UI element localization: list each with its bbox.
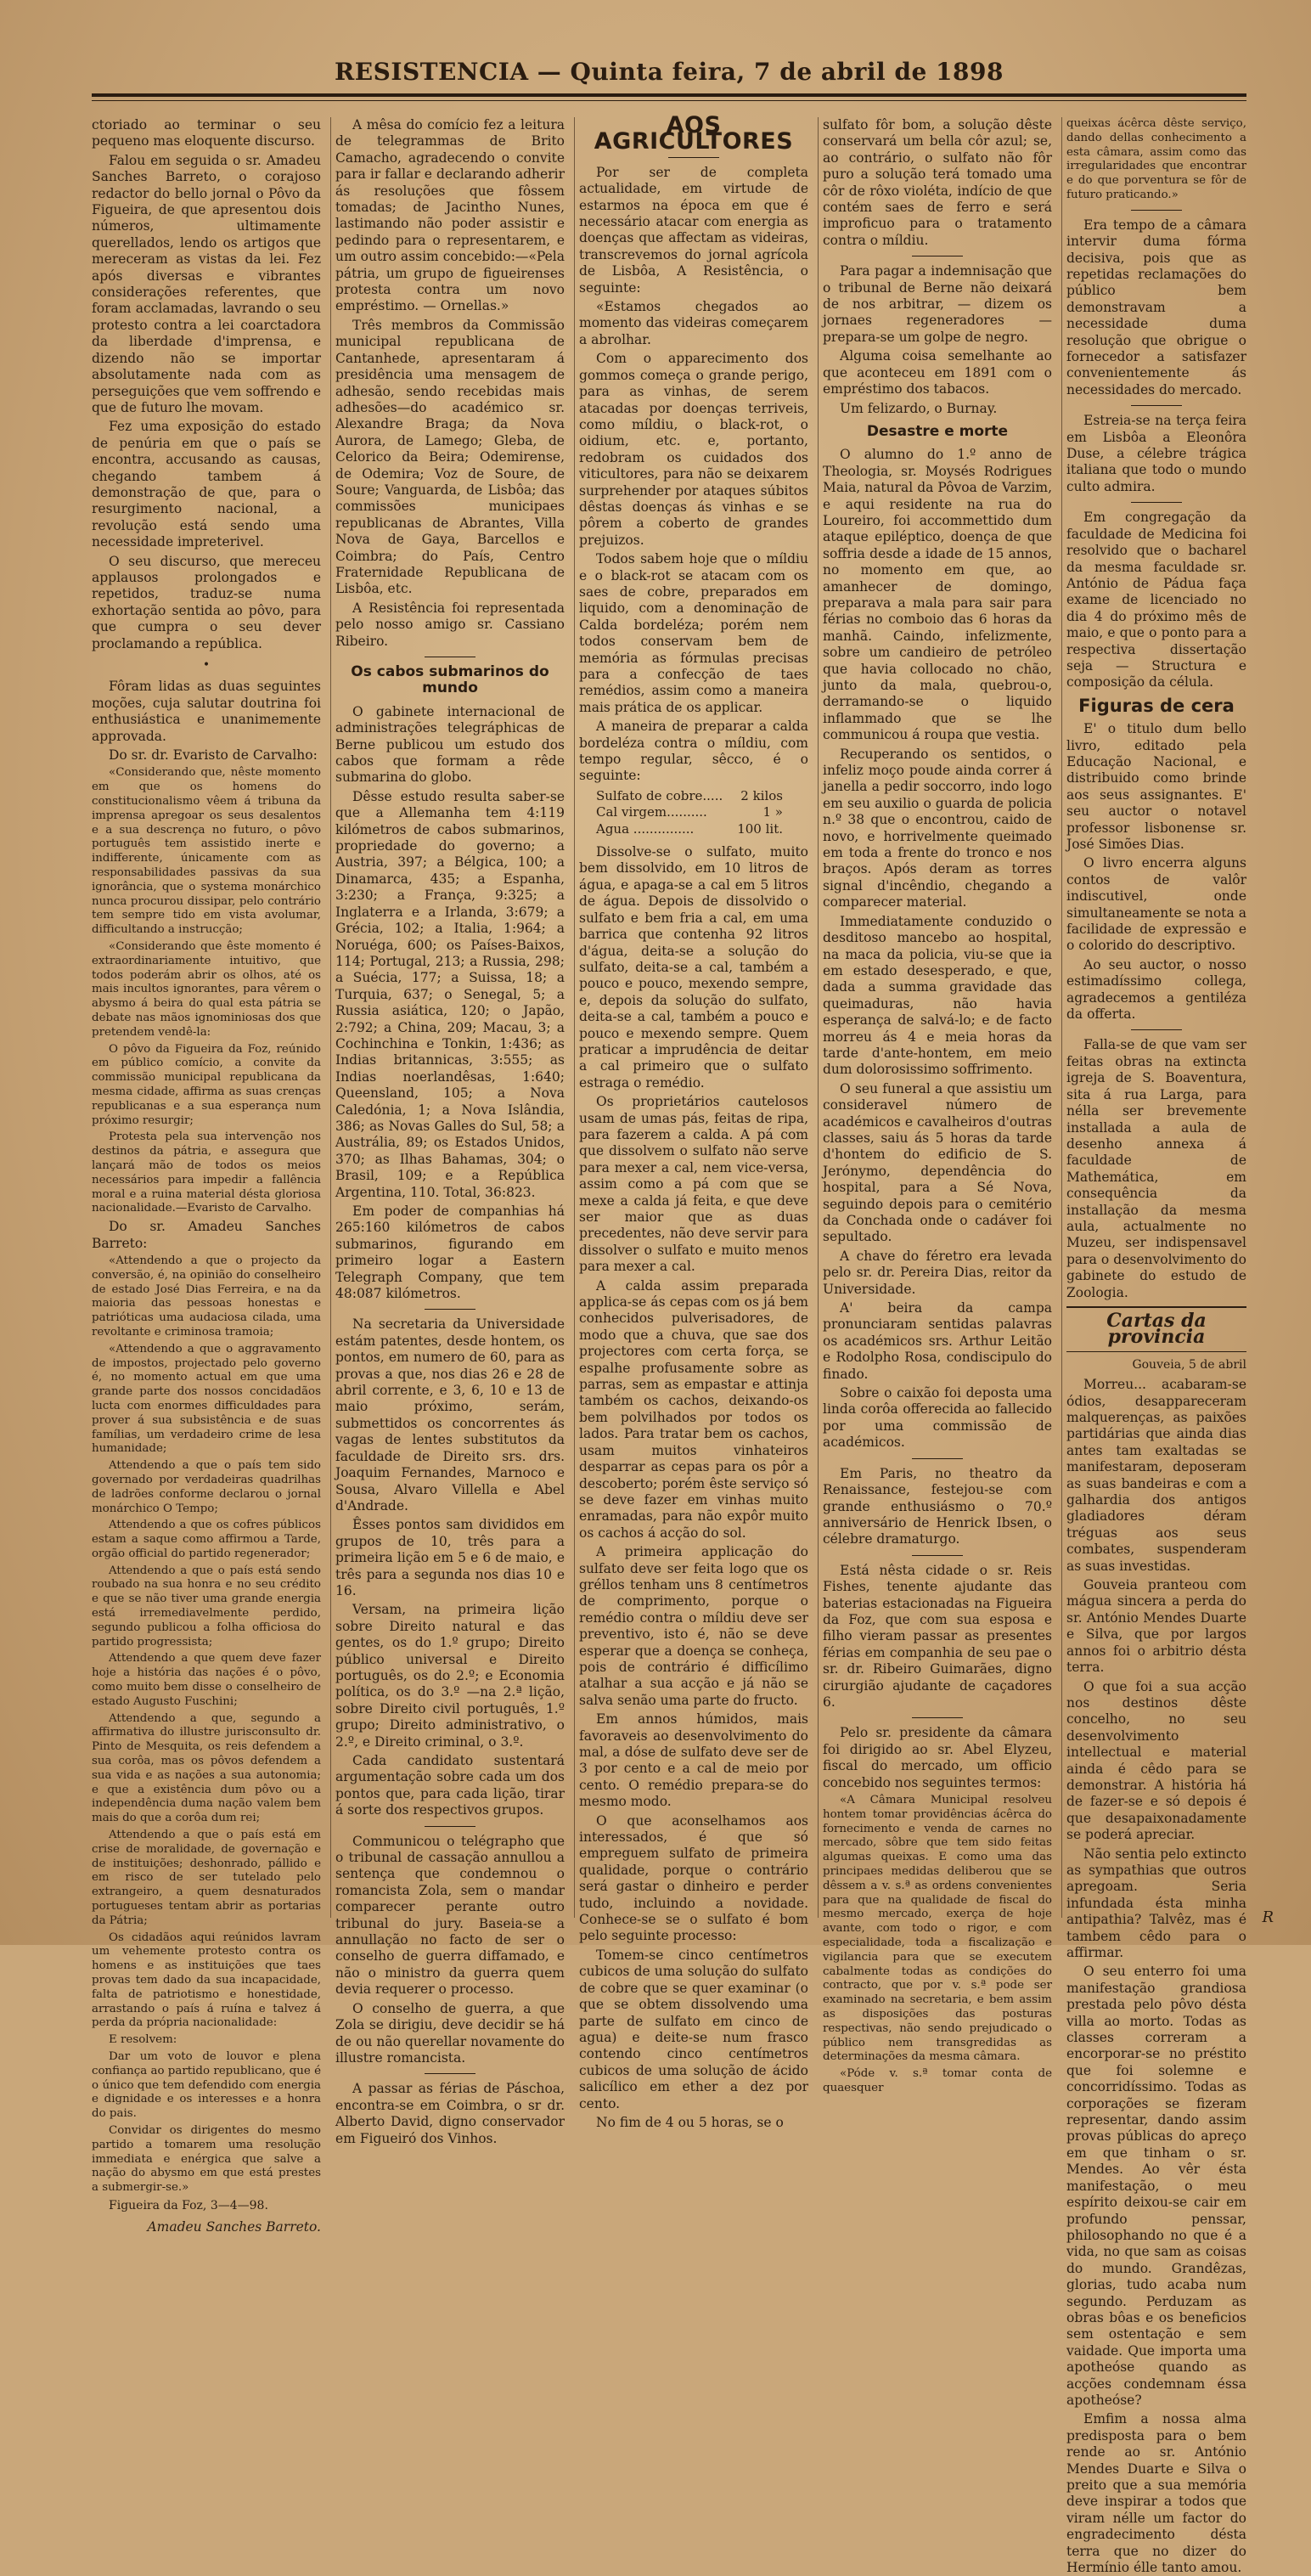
paragraph: sulfato fôr bom, a solução dêste conservará um bella côr azul; se, ao contrário, o sulfato não fôr puro a solução terá tomado uma côr de rôxo violéta, indício de que contém saes de ferro e será improficuo para o tratamento contra o míldiu. xyxy=(823,117,1052,248)
paragraph: Em Paris, no theatro da Renaissance, festejou-se com grande enthusiásmo o 70.º anniversário de Henrick Ibsen, o célebre dramaturgo. xyxy=(823,1465,1052,1547)
paragraph: O seu funeral a que assistiu um consideravel número de académicos e cavalheiros d'outras classes, saiu ás 5 horas da tarde d'hontem do edificio de S. Jerónymo, dependência do hospital, para a Sé Nova, seguindo depois para o cemitério da Conchada onde o cadáver foi sepultado. xyxy=(823,1080,1052,1245)
paragraph: A mêsa do comício fez a leitura de telegrammas de Brito Camacho, agradecendo o convite para ir fallar e declarando adherir ás resoluções que fôssem tomadas; de Jacintho Nunes, lastimando não poder assistir e pedindo para o representarem, e um outro assim concebido:—«Pela pátria, um grupo de figueirenses protesta contra um novo empréstimo. — Ornellas.» xyxy=(335,117,565,314)
section-heading-agricultores: AOS AGRICULTORES xyxy=(594,112,794,155)
paragraph: O gabinete internacional de administrações telegráphicas de Berne publicou um estudo dos cabos que formam a rêde submarina do globo. xyxy=(335,703,565,786)
paragraph: Ao seu auctor, o nosso estimadíssimo collega, agradecemos a gentiléza da offerta. xyxy=(1066,956,1246,1023)
recipe-quantity: 1 » xyxy=(762,804,783,820)
section-heading-cabos: Os cabos submarinos do mundo xyxy=(351,663,549,697)
motion-text: Attendendo a que os cofres públicos estam a saque como affirmou a Tarde, orgão official do partido regenerador; xyxy=(92,1519,321,1560)
separator-line xyxy=(668,157,719,158)
paragraph: Para pagar a indemnisação que o tribunal de Berne não deixará de nos arbitrar, — dizem os jornaes regeneradores — prepara-se um golpe de negro. xyxy=(823,263,1052,345)
paragraph: O que foi a sua acção nos destinos dêste concelho, no seu desenvolvimento intellectual e material ainda é cêdo para se demonstrar. A história há de fazer-se e só depois é que desapaixonadamente se poderá apreciar. xyxy=(1066,1678,1246,1843)
column-divider xyxy=(330,117,331,1918)
paragraph: Era tempo de a câmara intervir duma fórma decisiva, pois que as repetidas reclamações do público bem demonstravam a necessidade duma resolução que obrigue o fornecedor a satisfazer convenientemente ás necessidades do mercado. xyxy=(1066,217,1246,397)
column-4 xyxy=(823,117,1052,2094)
recipe-ingredient: Sulfato de cobre..... xyxy=(596,787,723,803)
paragraph: O alumno do 1.º anno de Theologia, sr. Moysés Rodrigues Maia, natural da Pôvoa de Varzim, e aqui residente na rua do Loureiro, foi accommettido dum ataque epiléptico, doença de que soffria desde a idade de 15 annos, no momento em que, ao amanhecer de domingo, preparava a mala para sair para férias no comboio das 6 horas da manhã. Caindo, infelizmente, sobre um candieiro de petróleo que havia collocado no chão, junto da mala, quebrou-o, derramando-se o liquido inflammado que se lhe communicou á roupa que vestia. xyxy=(823,447,1052,743)
paragraph: Tomem-se cinco centímetros cubicos de uma solução do sulfato de cobre que se quer examinar (o que se obtem dissolvendo uma parte de sulfato em cinco de agua) e deite-se num frasco contendo cinco centímetros cubicos de uma solução de ácido salicílico em ether a dez por cento. xyxy=(579,1947,808,2111)
recipe-row xyxy=(596,821,808,837)
column-divider xyxy=(1061,117,1062,1918)
paragraph: Não sentia pelo extincto as sympathias que outros apregoam. Seria infundada ésta minha antipathia? Talvêz, mas é tambem cêdo para o affirmar. xyxy=(1066,1846,1246,1960)
paragraph: Do sr. Amadeu Sanches Barreto: xyxy=(92,1219,321,1251)
dateline: Gouveia, 5 de abril xyxy=(1132,1357,1246,1372)
recipe-ingredient: Cal virgem.......... xyxy=(596,804,707,820)
paragraph: Está nêsta cidade o sr. Reis Fishes, tenente ajudante das baterias estacionadas na Figueira da Foz, que com sua esposa e filho vieram passar as presentes férias em companhia de seu pae o sr. dr. Ribeiro Guimarães, digno cirurgião ajudante de caçadores 6. xyxy=(823,1562,1052,1710)
column-2 xyxy=(335,117,565,2146)
recipe-row xyxy=(596,788,808,804)
paragraph: Estreia-se na terça feira em Lisbôa a Eleonôra Duse, a célebre trágica italiana que todo o mundo culto admira. xyxy=(1066,413,1246,494)
paragraph: No fim de 4 ou 5 horas, se o xyxy=(596,2114,784,2130)
separator-line xyxy=(1131,210,1182,211)
paragraph: Em annos húmidos, mais favoraveis ao desenvolvimento do mal, a dóse de sulfato deve ser de 3 por cento e a cal de meio por cento. O remédio prepara-se do mesmo modo. xyxy=(579,1711,808,1810)
page-title: RESISTENCIA — Quinta feira, 7 de abril de 1898 xyxy=(335,58,1004,86)
paragraph: Morreu... acabaram-se ódios, desappareceram malquerenças, as paixões partidárias que ainda dias antes tam exaltadas se manifestaram, deposeram as suas bandeiras e com a galhardia dos antigos gladiadores déram tréguas aos seus combates, suspenderam as suas investidas. xyxy=(1066,1377,1246,1574)
motion-text: Os cidadãos aqui reúnidos lavram um vehemente protesto contra os homens e as instituições que taes provas tem dado da sua incapacidade, falta de patriotismo e honestidade, arrastando o país á ruína e talvez á perda da própria nacionalidade: xyxy=(92,1931,321,2030)
paragraph: A calda assim preparada applica-se ás cepas com os já bem conhecidos pulverisadores, de modo que a chuva, que sae dos projectores com certa força, se espalhe profusamente sobre as parras, sem as empastar e attinja também os cachos, deixando-os bem polvilhados por todos os lados. Para tratar bem os cachos, usam muitos vinhateiros desparrar as cepas para os pôr a descoberto; porém êste serviço só se deve fazer em vinhas muito enramadas, para não expôr muito os cachos á acção do sol. xyxy=(579,1277,808,1541)
header-rule-thin xyxy=(92,100,1246,101)
paragraph: Sobre o caixão foi deposta uma linda corôa offerecida ao fallecido por uma commissão de académicos. xyxy=(823,1385,1052,1451)
paragraph: A maneira de preparar a calda bordeléza contra o míldiu, com tempo regular, sêcco, é o seguinte: xyxy=(579,719,808,784)
paragraph: O livro encerra alguns contos de valôr indiscutivel, onde simultaneamente se nota a facilidade de expressão e o colorido do descriptivo. xyxy=(1066,855,1246,954)
column-3 xyxy=(579,112,808,2130)
paragraph: A' beira da campa pronunciaram sentidas palavras os académicos srs. Arthur Leitão e Rodolpho Rosa, condiscipulo do finado. xyxy=(823,1300,1052,1382)
paragraph: Um felizardo, o Burnay. xyxy=(840,400,998,416)
separator-ornament: • xyxy=(202,658,211,672)
paragraph: A primeira applicação do sulfato deve ser feita logo que os gréllos tenham uns 8 centímetros de comprimento, porque o remédio contra o míldiu deve ser preventivo, isto é, não se deve esperar que a doença se conheça, pois de contrário é difficílimo atalhar a sua acção e já não se salva senão uma parte do fructo. xyxy=(579,1544,808,1708)
paragraph: Êsses pontos sam divididos em grupos de 10, três para a primeira lição em 5 e 6 de maio, e três para a segunda nos dias 10 e 16. xyxy=(335,1517,565,1598)
motion-text: «Attendendo a que o projecto da conversão, é, na opinião do conselheiro de estado José Dias Ferreira, e na da maioria das pessoas honestas e patrióticas uma audaciosa cilada, uma revoltante e criminosa tramoia; xyxy=(92,1254,321,1339)
paragraph: Em congregação da faculdade de Medicina foi resolvido que o bacharel da mesma faculdade sr. António de Pádua faça exame de licenciado no dia 4 do próximo mês de maio, e que o ponto para a respectiva dissertação seja — Structura e composição da célula. xyxy=(1066,510,1246,691)
paragraph: Por ser de completa actualidade, em virtude de estarmos na época em que é necessário atacar com energia as doenças que affectam as videiras, transcrevemos do jornal agrícola de Lisbôa, A Resistência, o seguinte: xyxy=(579,164,808,296)
separator-line xyxy=(912,1458,963,1459)
separator-line xyxy=(1131,405,1182,406)
paragraph: Dissolve-se o sulfato, muito bem dissolvido, em 10 litros de água, e apaga-se a cal em 5 litros de água. Depois de dissolvido o sulfato e bem fria a cal, em uma barrica que contenha 92 litros d'água, deita-se a solução do sulfato, deita-se a cal, também a pouco e pouco, mexendo sempre, e, depois da solução do sulfato, deita-se a cal, também a pouco e pouco e mexendo sempre. Quem praticar a imprudência de deitar a cal primeiro que o sulfato estraga o remédio. xyxy=(579,844,808,1091)
recipe-ingredient: Agua ............... xyxy=(596,820,695,837)
motion-text: «Attendendo a que o aggravamento de impostos, projectado pelo governo é, no momento actual em que uma grande parte dos nossos concidadãos lucta com enormes difficuldades para prover á sua subsistência e de suas famílias, um verdadeiro crime de lesa humanidade; xyxy=(92,1342,321,1456)
quoted-text: «Póde v. s.ª tomar conta de quaesquer xyxy=(823,2067,1052,2094)
paragraph: E' o titulo dum bello livro, editado pela Educação Nacional, e distribuido como brinde aos seus assignantes. E' seu auctor o notavel professor lisbonense sr. José Simões Dias. xyxy=(1066,721,1246,852)
paragraph: ctoriado ao terminar o seu pequeno mas eloquente discurso. xyxy=(92,117,321,149)
motion-text: «Considerando que êste momento é extraordinariamente intuitivo, que todos poderám abrir os olhos, até os mais incultos ignorantes, para vêrem o abysmo á beira do qual esta pátria se debate nas mãos ignominiosas dos que pretendem vendê-la: xyxy=(92,940,321,1039)
page-mark: R xyxy=(1262,1908,1274,1926)
motion-text: Protesta pela sua intervenção nos destinos da pátria, e assegura que lançará mão de todos os meios necessários para impedir a fallência moral e a ruina material désta gloriosa nacionalidade.—Evaristo de Carvalho. xyxy=(92,1130,321,1215)
separator-line xyxy=(425,1309,475,1310)
motion-text: Attendendo a que o país tem sido governado por verdadeiras quadrilhas de ladrões conforme declarou o jornal monárchico O Tempo; xyxy=(92,1459,321,1515)
column-divider xyxy=(818,117,819,1918)
separator-line xyxy=(1131,1029,1182,1030)
motion-text: Attendendo a que o país está sendo roubado na sua honra e no seu crédito e que se não tiver uma grande energia está irremediavelmente perdido, segundo publicou a folha officiosa do partido progressista; xyxy=(92,1564,321,1649)
motion-text: O pôvo da Figueira da Foz, reúnido em público comício, a convite da commissão municipal republicana da mesma cidade, affirma as suas crenças republicanas e a sua esperança num próximo resurgir; xyxy=(92,1042,321,1127)
signature: Amadeu Sanches Barreto. xyxy=(147,2219,321,2235)
motion-text: Dar um voto de louvor e plena confiança ao partido republicano, que é o único que tem defendido com energia e dignidade e os interesses e a honra do pais. xyxy=(92,2049,321,2121)
paragraph: O que aconselhamos aos interessados, é que só empreguem sulfato de primeira qualidade, porque o contrário será gastar o dinheiro e perder tudo, incluindo a novidade. Conhece-se se o sulfato é bom pelo seguinte processo: xyxy=(579,1812,808,1944)
paragraph: A chave do féretro era levada pelo sr. dr. Pereira Dias, reitor da Universidade. xyxy=(823,1248,1052,1297)
paragraph: «Estamos chegados ao momento das videiras começarem a abrolhar. xyxy=(579,299,808,347)
section-heading-desastre: Desastre e morte xyxy=(866,422,1009,440)
paragraph: Fôram lidas as duas seguintes moções, cuja salutar doutrina foi enthusiástica e unanimemente approvada. xyxy=(92,679,321,744)
column-divider xyxy=(574,117,575,1918)
recipe-quantity: 2 kilos xyxy=(740,787,783,803)
paragraph: O conselho de guerra, a que Zola se dirigiu, deve decidir se há de ou não querellar novamente do illustre romancista. xyxy=(335,2000,565,2066)
separator-line xyxy=(912,1555,963,1556)
motion-text: E resolvem: xyxy=(109,2033,177,2047)
dateline: Figueira da Foz, 3—4—98. xyxy=(109,2198,268,2212)
paragraph: Falou em seguida o sr. Amadeu Sanches Barreto, o corajoso redactor do bello jornal o Pôvo da Figueira, de que apresentou dois números, ultimamente querellados, lendo os artigos que mereceram as vistas da lei. Fez após diversas e vibrantes considerações referentes, que foram acclamadas, lavrando o seu protesto contra a lei coarctadora da liberdade d'imprensa, e dizendo não se importar absolutamente nada com as perseguições que vem soffrendo e que de futuro lhe movam. xyxy=(92,152,321,415)
section-heading-cartas: Cartas da provincia xyxy=(1066,1306,1246,1352)
paragraph: Cada candidato sustentará argumentação sobre cada um dos pontos que, para cada lição, tirar á sorte dos respectivos grupos. xyxy=(335,1753,565,1818)
paragraph: Do sr. dr. Evaristo de Carvalho: xyxy=(109,747,318,764)
paragraph: Recuperando os sentidos, o infeliz moço poude ainda correr á janella a pedir soccorro, indo logo em seu auxilio o guarda de policia n.º 38 que o encontrou, caido de novo, e horrivelmente queimado em toda a frente do tronco e nos braços. Após deram as torres signal d'incêndio, chegando a comparecer material. xyxy=(823,746,1052,910)
section-heading-figuras: Figuras de cera xyxy=(1078,695,1235,716)
paragraph: Dêsse estudo resulta saber-se que a Allemanha tem 4:119 kilómetros de cabos submarinos, propriedade do governo; a Austria, 397; a Bélgica, 100; a Dinamarca, 435; a Espanha, 3:230; a França, 9:325; a Inglaterra e a Irlanda, 3:679; a Grécia, 102; a Italia, 1:964; a Noruéga, 600; os Países-Baixos, 114; Portugal, 213; a Russia, 298; a Suécia, 177; a Suissa, 18; a Turquia, 637; o Senegal, 5; a Russia asiática, 120; o Japão, 2:792; a China, 209; Macau, 3; a Cochinchina e Tonkin, 1:436; as Indias britannicas, 3:555; as Indias noerlandêsas, 1:640; Queensland, 105; a Nova Caledónia, 1; a Nova Islândia, 386; as Novas Galles do Sul, 58; a Austrália, 89; os Estados Unidos, 370; as Ilhas Bahamas, 304; o Brasil, 109; e a República Argentina, 110. Total, 36:823. xyxy=(335,788,565,1200)
masthead xyxy=(92,49,1246,109)
paragraph: Gouveia pranteou com mágua sincera a perda do sr. António Mendes Duarte e Silva, que por largos annos foi o arbitrio désta terra. xyxy=(1066,1577,1246,1676)
paragraph: Com o apparecimento dos gommos começa o grande perigo, para as vinhas, de serem atacadas por doenças terriveis, como míldiu, o black-rot, o oidium, etc. e, portanto, redobram os cuidados dos viticultores, para não se deixarem surprehender por ataques súbitos dêstas doenças ás vinhas e se pôrem a coberto de grandes prejuizos. xyxy=(579,351,808,548)
column-5 xyxy=(1066,117,1246,2576)
motion-text: Attendendo a que quem deve fazer hoje a história das nações é o pôvo, como muito bem disse o conselheiro de estado Augusto Fuschini; xyxy=(92,1652,321,1708)
recipe-quantity: 100 lit. xyxy=(737,820,783,837)
motion-text: «Considerando que, nêste momento em que os homens do constitucionalismo vêem á tribuna da imprensa apregoar os seus desalentos e a sua descrença no futuro, o pôvo português tem assistido inerte e indifferente, únicamente com as responsabilidades passivas da sua ignorância, que o systema monárchico nunca procurou dissipar, pelo contrário tem sempre tido em vista avolumar, difficultando a instrucção; xyxy=(92,766,321,937)
paragraph: Todos sabem hoje que o míldiu e o black-rot se atacam com os saes de cobre, preparados em liquido, com a denominação de Calda bordeléza; porém nem todos conservam bem de memória as fórmulas precisas para a confecção de taes remédios, assim como a maneira mais prática de os applicar. xyxy=(579,551,808,715)
motion-text: Convidar os dirigentes do mesmo partido a tomarem uma resolução immediata e enérgica que salve a nação do abysmo em que está prestes a submergir-se.» xyxy=(92,2123,321,2195)
paragraph: Falla-se de que vam ser feitas obras na extincta igreja de S. Boaventura, sita á rua Larga, para nélla ser brevemente installada a aula de desenho annexa á faculdade de Mathemática, em consequência da installação da mesma aula, actualmente no Muzeu, ser indispensavel para o desenvolvimento do gabinete do estudo de Zoologia. xyxy=(1066,1037,1246,1300)
paragraph: Communicou o telégrapho que o tribunal de cassação annullou a sentença que condemnou o romancista Zola, sem o mandar comparecer perante outro tribunal do jury. Baseia-se a annullação no facto de ser o conselho de guerra diffamado, e não o ministro da guerra quem devia requerer o processo. xyxy=(335,1833,565,1998)
motion-text: Attendendo a que, segundo a affirmativa do illustre jurisconsulto dr. Pinto de Mesquita, os reis defendem a sua corôa, mas os pôvos defendem a sua vida e as nações a sua autonomia; e que a existência dum pôvo ou a independência duma nação valem bem mais do que a corôa dum rei; xyxy=(92,1711,321,1825)
separator-line xyxy=(425,2073,475,2074)
paragraph: Os proprietários cautelosos usam de umas pás, feitas de ripa, para fazerem a calda. A pá com que dissolvem o sulfato não serve para mexer a cal, nem vice-versa, assim como a pá com que se mexe a calda já feita, e que deve ser maior que as duas precedentes, não deve servir para dissolver o sulfato e muito menos para mexer a cal. xyxy=(579,1094,808,1275)
paragraph: Na secretaria da Universidade estám patentes, desde hontem, os pontos, em numero de 60, para as provas a que, nos dias 26 e 28 de abril corrente, e 3, 6, 10 e 13 de maio próximo, serám, submettidos os concorrentes ás vagas de lentes substitutos da faculdade de Direito srs. drs. Joaquim Fernandes, Marnoco e Sousa, Alvaro Villella e Abel d'Andrade. xyxy=(335,1316,565,1513)
paragraph: Emfim a nossa alma predisposta para o bem rende ao sr. António Mendes Duarte e Silva o preito que a sua memória deve inspirar a todos que viram nélle um factor do engradecimento désta terra que no dizer do Hermínio élle tanto amou. xyxy=(1066,2411,1246,2576)
paragraph: Em poder de companhias há 265:160 kilómetros de cabos submarinos, figurando em primeiro logar a Eastern Telegraph Company, que tem 48:087 kilómetros. xyxy=(335,1203,565,1302)
column-1 xyxy=(92,117,321,2235)
paragraph: Immediatamente conduzido o desditoso mancebo ao hospital, na maca da policia, viu-se que ia em estado desesperado, e que, dada a summa gravidade das queimaduras, não havia esperança de salvá-lo; e de facto morreu ás 4 e meia horas da tarde d'ante-hontem, em meio dum dolorosissimo soffrimento. xyxy=(823,913,1052,1078)
paragraph: queixas ácêrca dêste serviço, dando dellas conhecimento a esta câmara, assim como das irregularidades que encontrar e do que porventura se fôr de futuro praticando.» xyxy=(1066,117,1246,201)
paragraph: O seu enterro foi uma manifestação grandiosa prestada pelo pôvo désta villa ao morto. Todas as classes correram a encorporar-se no préstito que foi solemne e concorridíssimo. Todas as corporações se fizeram representar, dando assim provas públicas do apreço em que tinham o sr. Mendes. Ao vêr ésta manifestação, o meu espírito deixou-se cair em profundo penssar, philosophando no que é a vida, no que sam as coisas do mundo. Grandêzas, glorias, tudo acaba num segundo. Perduzam as obras bôas e os beneficios sem ostentação e sem vaidade. Que importa uma apotheóse quando as acções condemnam éssa apotheóse? xyxy=(1066,1964,1246,2408)
separator-line xyxy=(1131,502,1182,503)
paragraph: Alguma coisa semelhante ao que aconteceu em 1891 com o empréstimo dos tabacos. xyxy=(823,348,1052,397)
recipe-table xyxy=(596,788,808,837)
separator-line xyxy=(425,1826,475,1827)
paragraph: O seu discurso, que mereceu applausos prolongados e repetidos, traduz-se numa exhortação sentida ao pôvo, para que cumpra o seu dever proclamando a república. xyxy=(92,553,321,651)
paragraph: Versam, na primeira lição sobre Direito natural e das gentes, os do 1.º grupo; Direito público universal e Direito português, os do 2.º; e Economia política, os do 3.º —na 2.ª lição, sobre Direito civil português, 1.º grupo; Direito administrativo, o 2.º, e Direito criminal, o 3.º. xyxy=(335,1602,565,1750)
paragraph: A Resistência foi representada pelo nosso amigo sr. Cassiano Ribeiro. xyxy=(335,600,565,649)
quoted-text: «A Câmara Municipal resolveu hontem tomar providências ácêrca do fornecimento e venda de carnes no mercado, sôbre que tem sido feitas algumas queixas. E como uma das principaes medidas deliberou que se dêssem a v. s.ª as ordens convenientes para que na qualidade de fiscal do mesmo mercado, exerça de hoje avante, com todo o rigor, e com especialidade, toda a fiscalização e vigilancia para que se executem cabalmente todas as condições do contracto, que por v. s.ª pode ser examinado na secretaria, e bem assim as disposições das posturas respectivas, não sendo prejudicado o público nem transgredidas as determinações da mesma câmara. xyxy=(823,1794,1052,2064)
recipe-row xyxy=(596,804,808,820)
paragraph: A passar as férias de Páschoa, encontra-se em Coimbra, o sr dr. Alberto David, digno conservador em Figueiró dos Vinhos. xyxy=(335,2081,565,2146)
separator-line xyxy=(912,1717,963,1718)
paragraph: Três membros da Commissão municipal republicana de Cantanhede, apresentaram á presidência uma mensagem de adhesão, sendo recebidas mais adhesões—do académico sr. Alexandre Braga; da Nova Aurora, de Lamego; Gleba, de Celorico da Beira; Odemirense, de Odemira; Voz de Soure, de Soure; Vanguarda, de Lisbôa; das commissões municipaes republicanas de Abrantes, Villa Nova de Gaya, Barcellos e Coimbra; do País, Centro Fraternidade Republicana de Lisbôa, etc. xyxy=(335,317,565,597)
header-rule-thick xyxy=(92,93,1246,97)
motion-text: Attendendo a que o país está em crise de moralidade, de governação e de instituições; deshonrado, pállido e em risco de ser tutelado pelo extrangeiro, a quem desnaturados portugueses tentam abrir as portarias da Pátria; xyxy=(92,1829,321,1927)
paragraph: Fez uma exposição do estado de penúria em que o país se encontra, accusando as causas, chegando tambem á demonstração de que, para o resurgimento nacional, a revolução está sendo uma necessidade impreterivel. xyxy=(92,419,321,550)
paragraph: Pelo sr. presidente da câmara foi dirigido ao sr. Abel Elyzeu, fiscal do mercado, um officio concebido nos seguintes termos: xyxy=(823,1725,1052,1790)
